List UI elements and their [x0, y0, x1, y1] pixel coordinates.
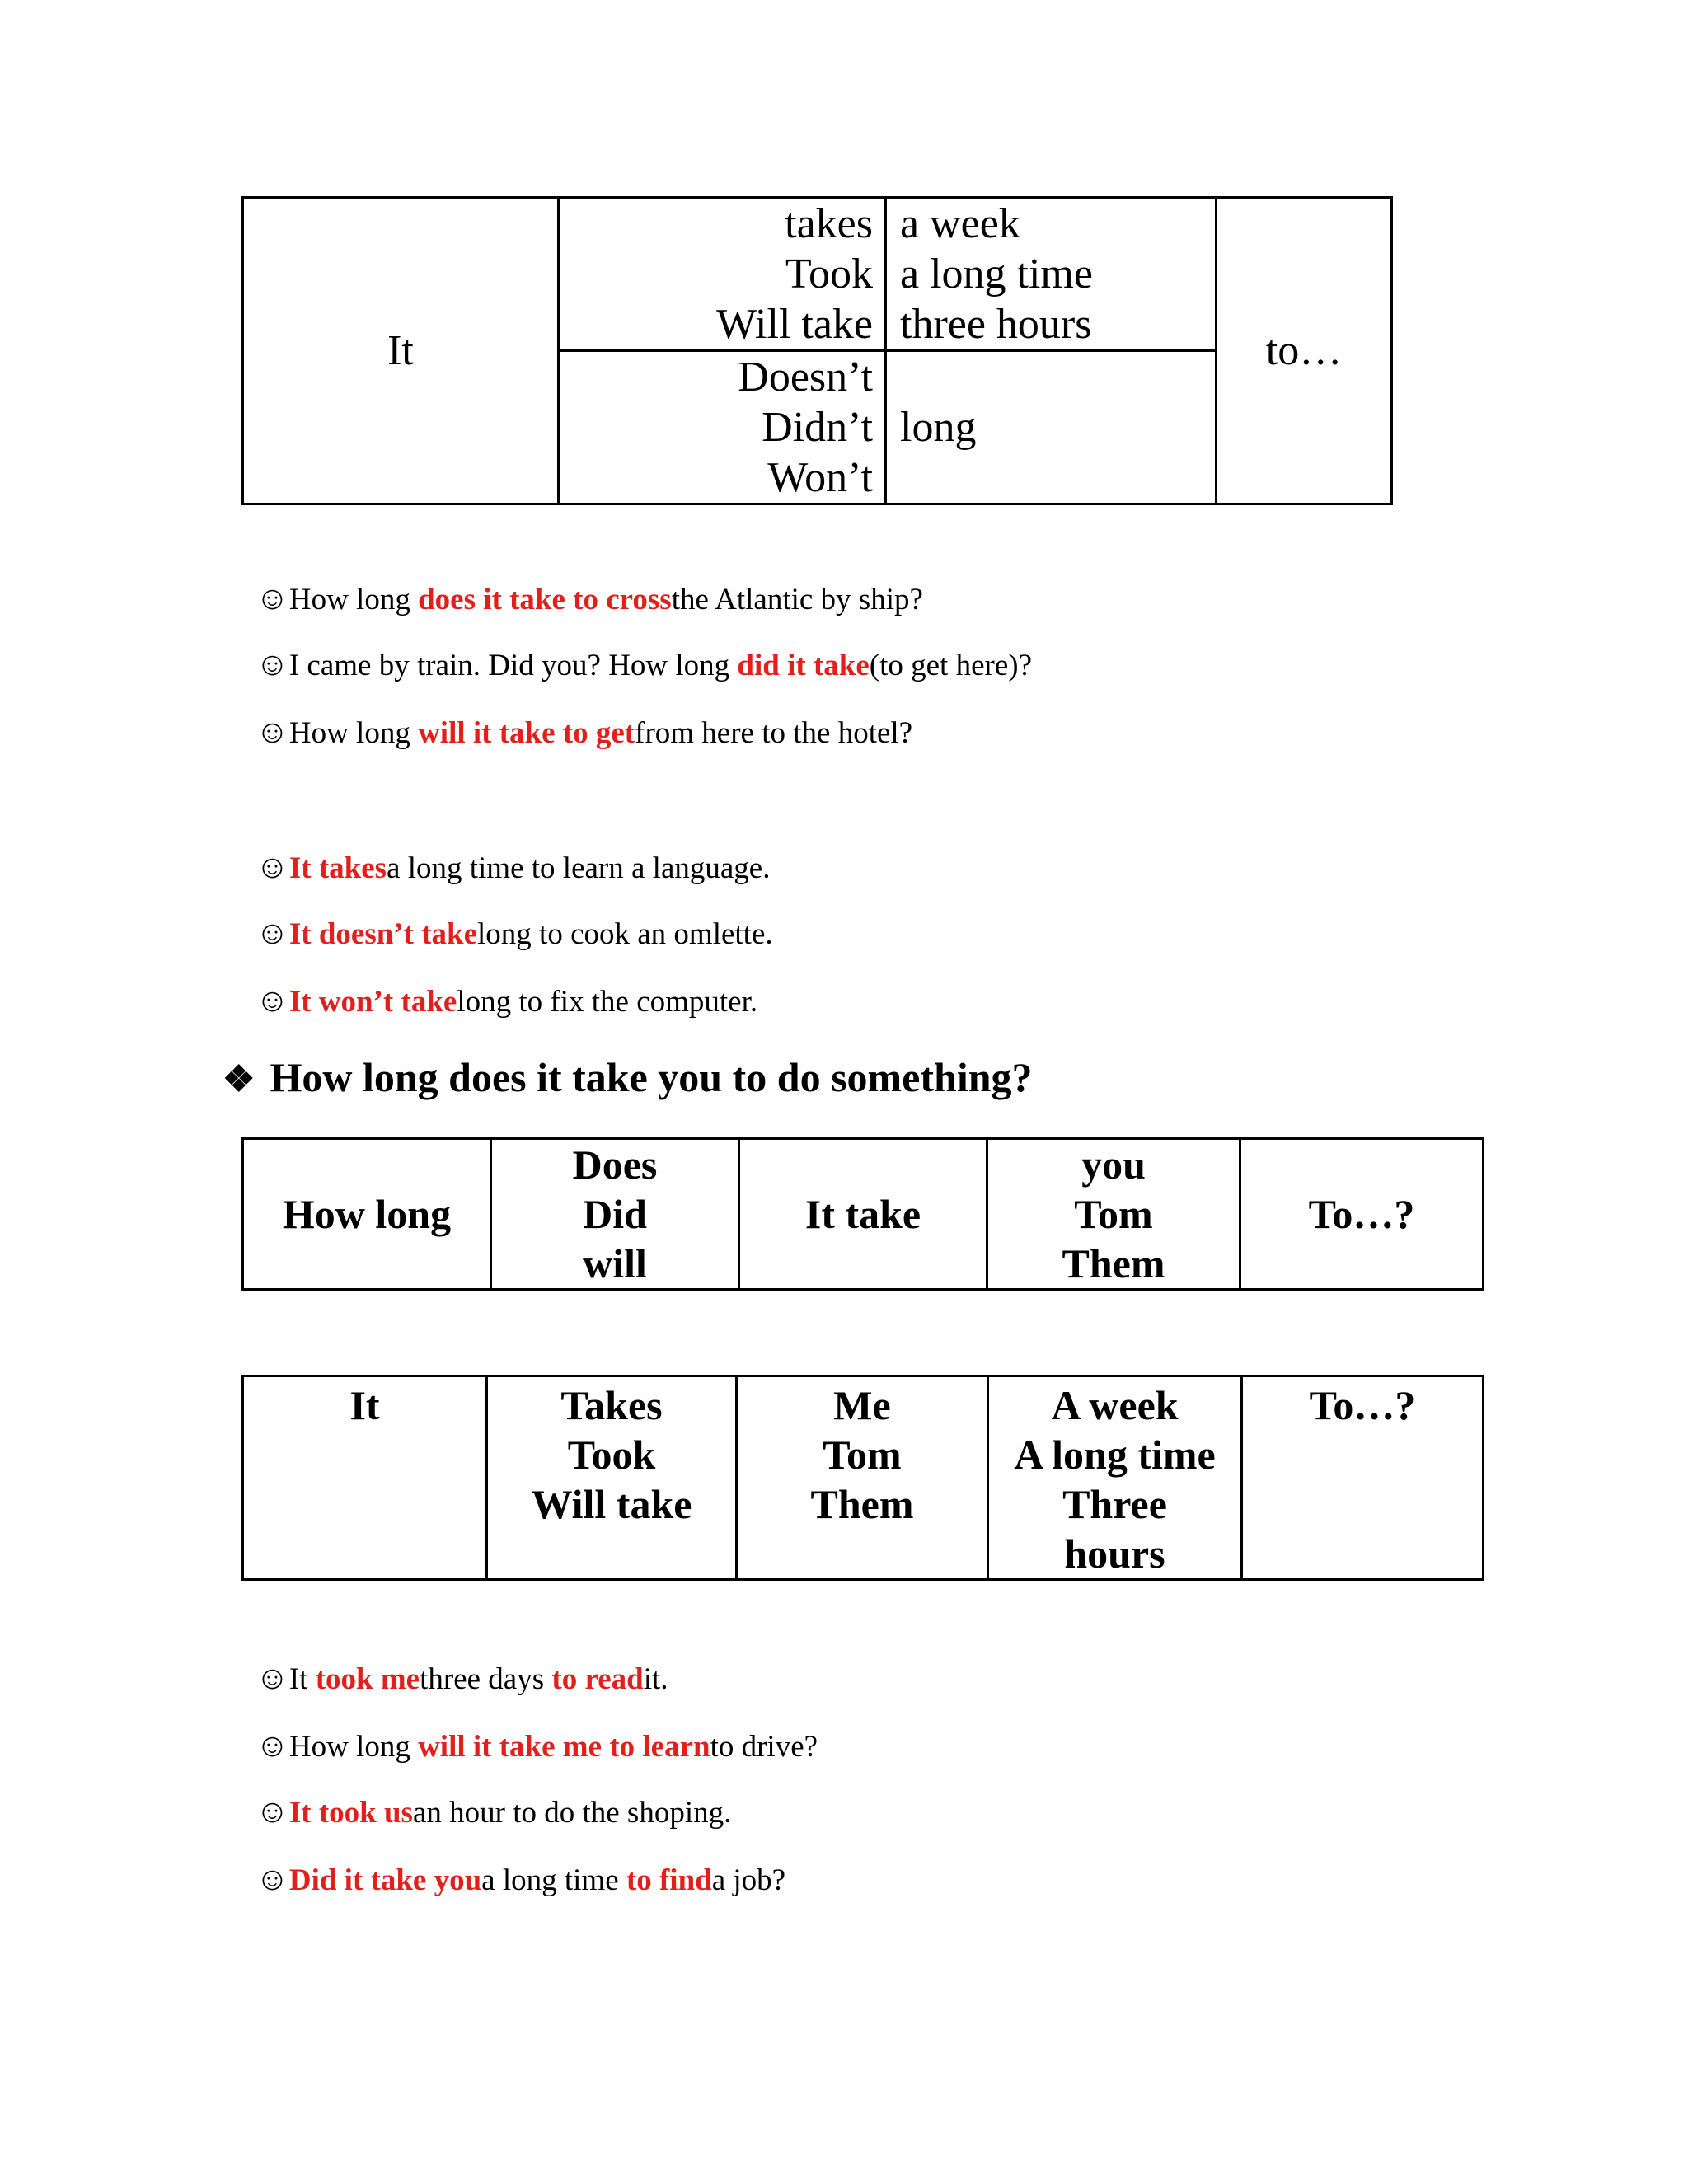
answer-structure-table — [241, 1375, 1484, 1581]
table-row — [243, 1139, 1484, 1290]
smiley-icon: ☺ — [256, 645, 289, 682]
verb-didnt: Didn’t — [762, 404, 873, 451]
sentence-plain: an hour to do the shoping. — [412, 1796, 732, 1830]
sentence-highlight: will it take me to learn — [418, 1730, 710, 1764]
object-you: you — [1081, 1141, 1146, 1188]
verb-took: Took — [567, 1432, 656, 1478]
sentence-highlight: It takes — [288, 851, 387, 885]
object-them: Them — [1062, 1240, 1165, 1286]
subject-cell: It — [243, 198, 559, 504]
diamond-bullet-icon: ❖ — [223, 1059, 256, 1099]
object-tom: Tom — [1074, 1191, 1153, 1237]
sentence-plain: long to fix the computer. — [457, 985, 758, 1019]
verb-will-take: Will take — [716, 301, 873, 348]
smiley-icon: ☺ — [256, 1727, 289, 1764]
sentence-highlight: will it take to get — [418, 716, 635, 750]
time-a-long-time: a long time — [900, 251, 1093, 298]
sentence-highlight: to find — [626, 1863, 712, 1897]
ending-cell: to… — [1217, 198, 1392, 504]
sentence-plain: I came by train. Did you? How long — [288, 649, 738, 682]
sentence-plain: long to cook an omlette. — [477, 917, 773, 951]
example-sentence — [256, 982, 757, 1020]
aux-did: Did — [583, 1191, 647, 1237]
smiley-icon: ☺ — [256, 1860, 289, 1897]
verb-took: Took — [785, 251, 873, 298]
aux-will: will — [583, 1240, 647, 1286]
time-cell — [988, 1376, 1242, 1580]
object-me: Me — [833, 1382, 891, 1428]
aux-does: Does — [572, 1141, 658, 1188]
object-them: Them — [810, 1481, 914, 1527]
affirmative-verbs-cell — [559, 198, 886, 351]
example-sentence — [256, 1793, 731, 1831]
example-sentence — [256, 646, 1032, 684]
auxiliary-cell — [491, 1139, 739, 1290]
table-row — [243, 1376, 1484, 1580]
sentence-plain: a job? — [711, 1863, 786, 1897]
sentence-highlight: does it take to cross — [418, 583, 672, 616]
object-cell — [737, 1376, 988, 1580]
example-sentence — [256, 580, 923, 618]
smiley-icon: ☺ — [256, 914, 289, 951]
take-structure-table — [241, 196, 1393, 505]
sentence-plain: from here to the hotel? — [635, 716, 913, 750]
negative-verbs-cell — [559, 351, 886, 504]
sentence-plain: How long — [288, 1730, 419, 1764]
verb-takes: takes — [785, 200, 873, 247]
sentence-plain: How long — [288, 583, 419, 616]
time-a-week: a week — [900, 200, 1020, 247]
verb-doesnt: Doesn’t — [738, 354, 873, 401]
smiley-icon: ☺ — [256, 848, 289, 885]
time-three-hours: three hours — [900, 301, 1092, 348]
sentence-plain: (to get here)? — [869, 649, 1032, 682]
sentence-highlight: It doesn’t take — [288, 917, 478, 951]
sentence-plain: it. — [643, 1662, 668, 1696]
time-phrases-cell — [886, 198, 1217, 351]
sentence-plain: a long time to learn a language. — [387, 851, 771, 885]
verb-cell — [487, 1376, 737, 1580]
verb-wont: Won’t — [767, 454, 873, 501]
sentence-highlight: It took us — [288, 1796, 413, 1830]
example-sentence — [256, 714, 912, 752]
question-structure-table — [241, 1137, 1484, 1291]
how-long-cell: How long — [243, 1139, 491, 1290]
verb-will-take: Will take — [531, 1481, 692, 1527]
object-cell — [987, 1139, 1240, 1290]
heading-text: How long does it take you to do something? — [270, 1054, 1033, 1100]
sentence-plain: the Atlantic by ship? — [671, 583, 923, 616]
sentence-highlight: It won’t take — [288, 985, 457, 1019]
to-cell — [1242, 1376, 1484, 1580]
time-hours: hours — [1064, 1530, 1165, 1577]
smiley-icon: ☺ — [256, 713, 289, 750]
sentence-highlight: to read — [551, 1662, 644, 1696]
sentence-plain: three days — [420, 1662, 552, 1696]
smiley-icon: ☺ — [256, 982, 289, 1019]
time-a-long-time: A long time — [1014, 1432, 1216, 1478]
example-sentence — [256, 915, 773, 953]
verb-takes: Takes — [560, 1382, 663, 1428]
example-sentence — [256, 849, 770, 887]
negative-time-cell: long — [886, 351, 1217, 504]
section-heading — [223, 1053, 1033, 1101]
sentence-highlight: took me — [315, 1662, 420, 1696]
example-sentence — [256, 1861, 785, 1899]
time-three: Three — [1062, 1481, 1167, 1527]
sentence-plain: a long time — [481, 1863, 626, 1897]
sentence-plain: to drive? — [710, 1730, 818, 1764]
it-cell — [243, 1376, 487, 1580]
time-a-week: A week — [1051, 1382, 1179, 1428]
smiley-icon: ☺ — [256, 579, 289, 616]
object-tom: Tom — [823, 1432, 902, 1478]
sentence-plain: It — [288, 1662, 316, 1696]
smiley-icon: ☺ — [256, 1659, 289, 1696]
it-take-cell: It take — [739, 1139, 987, 1290]
sentence-plain: How long — [288, 716, 419, 750]
ending-to: To…? — [1309, 1382, 1416, 1428]
table-row — [243, 198, 1392, 351]
example-sentence — [256, 1727, 818, 1765]
sentence-highlight: did it take — [737, 649, 870, 682]
to-cell: To…? — [1240, 1139, 1484, 1290]
example-sentence — [256, 1660, 668, 1698]
sentence-highlight: Did it take you — [288, 1863, 482, 1897]
subject-it: It — [349, 1382, 380, 1428]
smiley-icon: ☺ — [256, 1793, 289, 1830]
